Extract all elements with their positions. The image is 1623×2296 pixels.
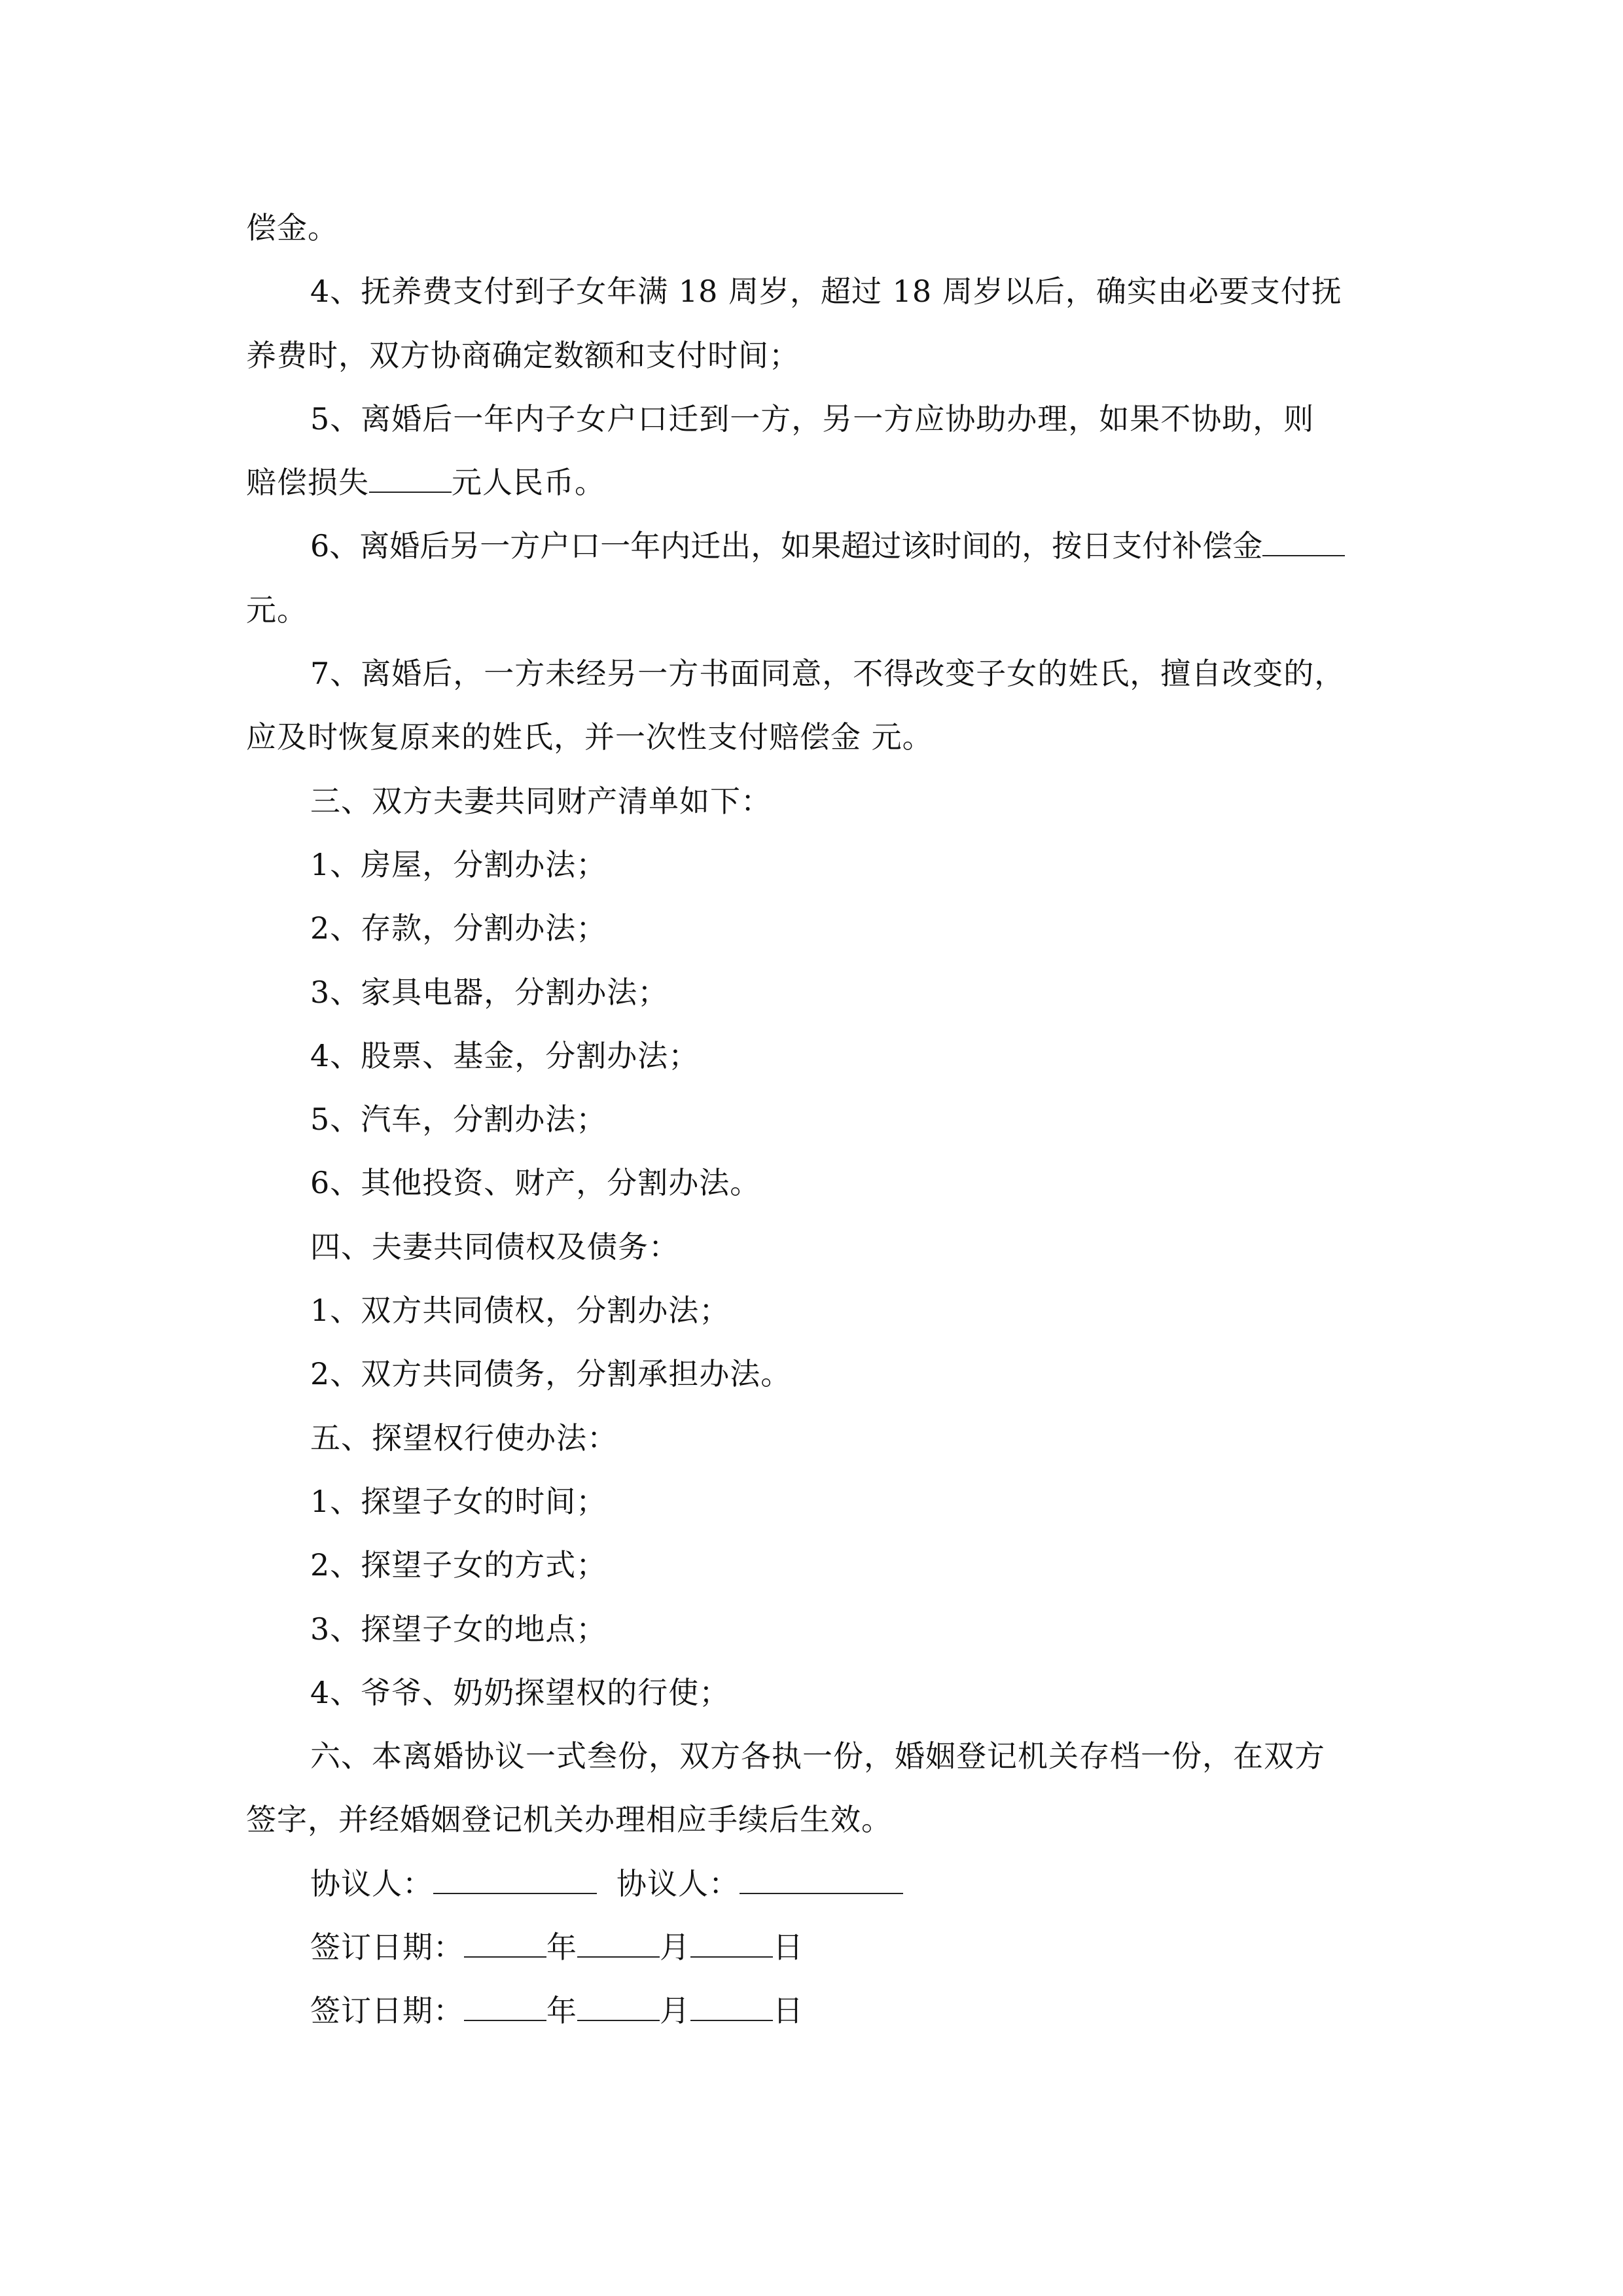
text-line: 签字，并经婚姻登记机关办理相应手续后生效。 <box>246 1802 892 1838</box>
amount-blank <box>369 463 452 493</box>
clause-household-registration: 5、离婚后一年内子女户口迁到一方，另一方应协助办理，如果不协助，则 <box>310 401 1315 437</box>
list-item: 1、房屋，分割办法； <box>310 846 607 882</box>
list-item: 6、其他投资、财产，分割办法。 <box>310 1165 761 1201</box>
section-heading-debts: 四、夫妻共同债权及债务： <box>310 1229 679 1265</box>
day-blank <box>690 1928 773 1958</box>
text-line-compensation <box>246 451 1378 514</box>
list-item: 2、探望子女的方式； <box>310 1547 607 1583</box>
year-label: 年 <box>546 1929 577 1965</box>
signature-parties-row <box>246 1852 1378 1916</box>
section-heading-copies: 六、本离婚协议一式叁份，双方各执一份，婚姻登记机关存档一份，在双方 <box>310 1738 1325 1774</box>
day-label: 日 <box>773 1929 804 1965</box>
list-item: 2、存款，分割办法； <box>310 910 607 946</box>
section-heading-property: 三、双方夫妻共同财产清单如下： <box>310 783 772 819</box>
month-label: 月 <box>660 1993 690 2029</box>
day-blank <box>690 1991 773 2021</box>
list-item: 4、股票、基金，分割办法； <box>310 1037 700 1073</box>
relocation-text: 6、离婚后另一方户口一年内迁出，如果超过该时间的，按日支付补偿金 <box>310 528 1263 564</box>
party-label: 协议人： <box>310 1865 433 1901</box>
signing-date-row <box>246 1916 1378 1979</box>
month-blank <box>577 1991 660 2021</box>
year-blank <box>464 1991 546 2021</box>
list-item: 1、探望子女的时间； <box>310 1483 607 1519</box>
party-signature-blank <box>740 1864 903 1894</box>
year-label: 年 <box>546 1993 577 2029</box>
list-item: 1、双方共同债权，分割办法； <box>310 1293 730 1329</box>
date-label: 签订日期： <box>310 1993 464 2029</box>
section-heading-visitation: 五、探望权行使办法： <box>310 1420 618 1456</box>
day-label: 日 <box>773 1993 804 2029</box>
list-item: 3、探望子女的地点； <box>310 1611 607 1647</box>
text-line: 偿金。 <box>246 210 338 245</box>
document-body <box>246 196 1378 2043</box>
signing-date-row <box>246 1979 1378 2043</box>
clause-relocation <box>246 514 1378 578</box>
compensation-prefix: 赔偿损失 <box>246 465 369 501</box>
party-signature-blank <box>433 1864 597 1894</box>
list-item: 3、家具电器，分割办法； <box>310 974 669 1010</box>
month-blank <box>577 1928 660 1958</box>
list-item: 4、爷爷、奶奶探望权的行使； <box>310 1674 730 1710</box>
month-label: 月 <box>660 1929 690 1965</box>
text-line: 养费时，双方协商确定数额和支付时间； <box>246 337 800 373</box>
compensation-suffix: 元人民币。 <box>452 465 605 501</box>
clause-child-support-age: 4、抚养费支付到子女年满 18 周岁，超过 18 周岁以后，确实由必要支付抚 <box>310 274 1342 310</box>
year-blank <box>464 1928 546 1958</box>
text-line: 元。 <box>246 592 308 628</box>
clause-surname: 7、离婚后，一方未经另一方书面同意，不得改变子女的姓氏，擅自改变的， <box>310 656 1346 692</box>
party-label: 协议人： <box>616 1865 740 1901</box>
list-item: 2、双方共同债务，分割承担办法。 <box>310 1356 792 1392</box>
date-label: 签订日期： <box>310 1929 464 1965</box>
amount-blank <box>1262 526 1345 556</box>
text-line: 应及时恢复原来的姓氏，并一次性支付赔偿金 元。 <box>246 719 933 755</box>
list-item: 5、汽车，分割办法； <box>310 1102 607 1138</box>
